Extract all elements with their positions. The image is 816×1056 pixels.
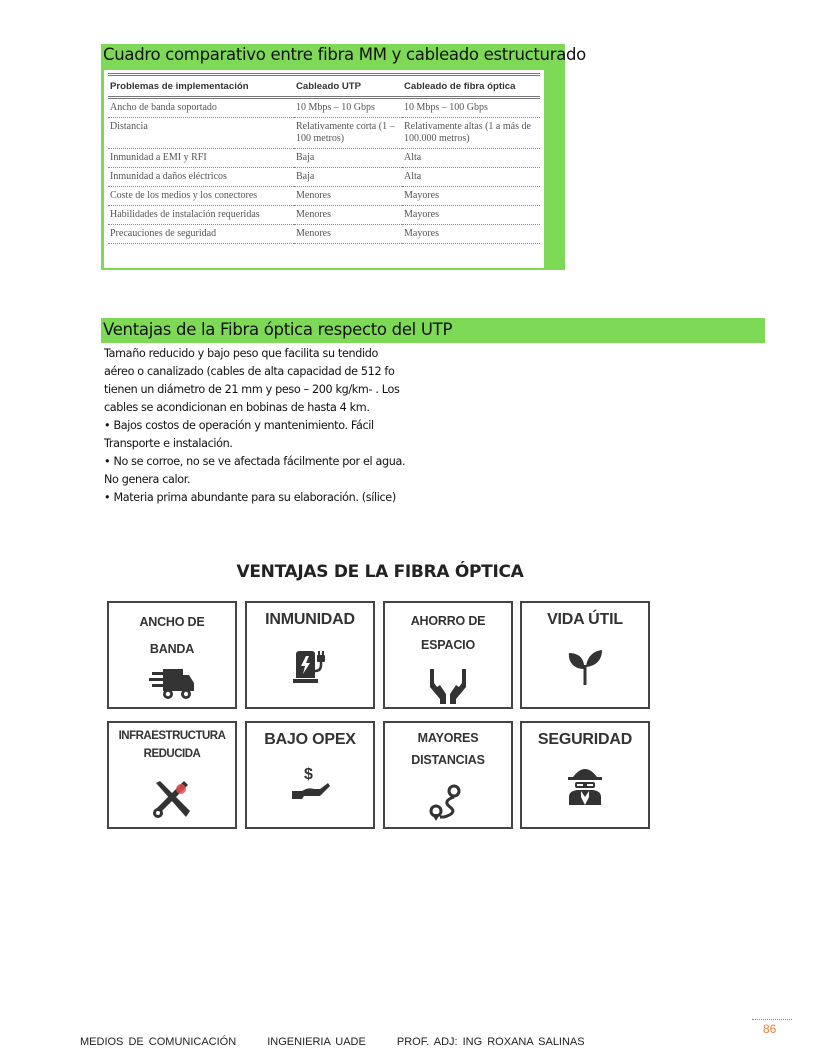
charging-station-icon — [290, 647, 330, 687]
cell: Relativamente altas (1 a más de 100.000 metros) — [402, 118, 540, 149]
header-fiber: Cableado de fibra óptica — [402, 76, 540, 98]
card-label: BAJO OPEX — [264, 731, 356, 748]
card-label — [109, 609, 235, 663]
body-line: aéreo o canalizado (cables de alta capacidad de 512 fo — [104, 365, 395, 378]
body-line: tienen un diámetro de 21 mm y peso – 200 kg/km- . Los — [104, 383, 400, 396]
body-line: • Materia prima abundante para su elaboración. (sílice) — [104, 491, 396, 504]
card-label — [109, 727, 235, 763]
footer-course: MEDIOS DE COMUNICACIÓN — [80, 1036, 237, 1048]
cell: Distancia — [108, 118, 294, 149]
body-line: • No se corroe, no se ve afectada fácilmente por el agua. — [104, 455, 406, 468]
card-label-line: BANDA — [149, 642, 195, 656]
cell: Menores — [294, 225, 402, 244]
cell: Baja — [294, 149, 402, 168]
table-row — [108, 225, 540, 244]
card-lifespan — [520, 601, 650, 709]
card-label-line: ANCHO DE — [139, 615, 205, 629]
card-label: VIDA ÚTIL — [547, 611, 623, 628]
table-row — [108, 168, 540, 187]
comparison-table — [108, 76, 540, 244]
body-line: cables se acondicionan en bobinas de hasta 4 km. — [104, 401, 370, 414]
comparison-heading: Cuadro comparativo entre fibra MM y cableado estructurado — [103, 45, 586, 64]
card-label — [385, 609, 511, 657]
money-hand-icon — [290, 761, 330, 805]
advantages-infographic — [107, 601, 650, 829]
header-utp: Cableado UTP — [294, 76, 402, 98]
cell: Ancho de banda soportado — [108, 98, 294, 118]
footer-professor: PROF. ADJ: ING ROXANA SALINAS — [396, 1036, 585, 1048]
card-security — [520, 721, 650, 829]
body-line: • Bajos costos de operación y mantenimiento. Fácil — [104, 419, 374, 432]
card-low-opex — [245, 721, 375, 829]
body-line: Transporte e instalación. — [104, 437, 233, 450]
card-label-line: MAYORES — [417, 731, 479, 745]
cell: Mayores — [402, 187, 540, 206]
card-reduced-infrastructure — [107, 721, 237, 829]
cell: Inmunidad a daños eléctricos — [108, 168, 294, 187]
card-label-line: INFRAESTRUCTURA — [118, 730, 226, 742]
cell: Mayores — [402, 206, 540, 225]
cell: 10 Mbps – 100 Gbps — [402, 98, 540, 118]
sprout-icon — [565, 647, 605, 687]
card-space-saving — [383, 601, 513, 709]
advantages-heading: Ventajas de la Fibra óptica respecto del UTP — [101, 318, 765, 343]
table-row — [108, 118, 540, 149]
advantages-body — [104, 345, 444, 507]
table-row — [108, 206, 540, 225]
tools-icon — [150, 779, 194, 819]
card-greater-distances — [383, 721, 513, 829]
cell: Coste de los medios y los conectores — [108, 187, 294, 206]
card-label: INMUNIDAD — [265, 611, 355, 628]
card-bandwidth — [107, 601, 237, 709]
cell: Mayores — [402, 225, 540, 244]
card-label-line: ESPACIO — [421, 638, 475, 652]
table-row — [108, 187, 540, 206]
card-label-line: DISTANCIAS — [411, 753, 485, 767]
footer-rule — [752, 1019, 792, 1020]
header-problems: Problemas de implementación — [108, 76, 294, 98]
cell: Baja — [294, 168, 402, 187]
body-line: Tamaño reducido y bajo peso que facilita su tendido — [104, 347, 378, 360]
infographic-title: VENTAJAS DE LA FIBRA ÓPTICA — [236, 562, 524, 582]
cell: Alta — [402, 149, 540, 168]
cell: Menores — [294, 187, 402, 206]
comparison-table-image — [104, 70, 544, 268]
open-hands-icon — [426, 667, 470, 705]
route-icon — [428, 783, 468, 823]
spy-icon — [565, 765, 605, 807]
footer — [80, 1036, 611, 1048]
cell: Alta — [402, 168, 540, 187]
delivery-truck-icon — [148, 667, 196, 701]
cell: Menores — [294, 206, 402, 225]
card-label-line: REDUCIDA — [143, 748, 201, 760]
cell: Inmunidad a EMI y RFI — [108, 149, 294, 168]
table-header-row — [108, 76, 540, 98]
page-number: 86 — [763, 1022, 777, 1036]
footer-school: INGENIERIA UADE — [267, 1036, 366, 1048]
cell: Precauciones de seguridad — [108, 225, 294, 244]
card-label: SEGURIDAD — [537, 731, 633, 748]
table-row — [108, 149, 540, 168]
table-row — [108, 98, 540, 118]
body-line: No genera calor. — [104, 473, 191, 486]
cell: Habilidades de instalación requeridas — [108, 206, 294, 225]
svg-text:$: $ — [304, 766, 313, 783]
cell: 10 Mbps – 10 Gbps — [294, 98, 402, 118]
cell: Relativamente corta (1 – 100 metros) — [294, 118, 402, 149]
card-immunity — [245, 601, 375, 709]
card-label-line: AHORRO DE — [410, 614, 486, 628]
card-label — [385, 727, 511, 771]
